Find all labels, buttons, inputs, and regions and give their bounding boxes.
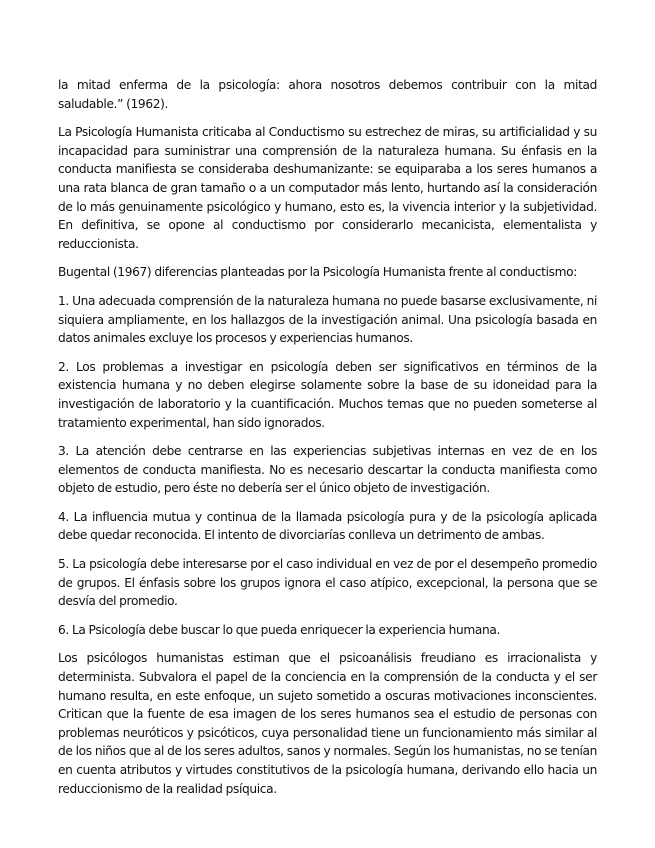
paragraph-quote-end: la mitad enferma de la psicología: ahora nosotros debemos contribuir con la mitad saludable.” (1962). — [58, 78, 597, 111]
list-item-4: 4. La influencia mutua y continua de la llamada psicología pura y de la psicología aplicada debe quedar reconocida. El intento de divorciarías conlleva un detrimento de ambas. — [58, 509, 597, 543]
paragraph-bugental-intro: Bugental (1967) diferencias planteadas por la Psicología Humanista frente al conductismo: — [58, 265, 578, 280]
list-item-3: 3. La atención debe centrarse en las experiencias subjetivas internas en vez de en los elementos de conducta manifiesta. No es necesario descartar la conducta manifiesta como objeto de estudio, pero éste no debería ser el único objeto de investigación. — [58, 444, 597, 496]
list-item-2: 2. Los problemas a investigar en psicología deben ser significativos en términos de la existencia humana y no deben elegirse solamente sobre la base de su idoneidad para la investigación de laboratorio y la cuantificación. Muchos temas que no pueden someterse al tratamiento experimental, han sido ignorados. — [58, 359, 597, 430]
list-item-5: 5. La psicología debe interesarse por el caso individual en vez de por el desempeño promedio de grupos. El énfasis sobre los grupos ignora el caso atípico, excepcional, la persona que se desvía del promedio. — [58, 557, 597, 609]
list-item-1: 1. Una adecuada comprensión de la naturaleza humana no puede basarse exclusivamente, ni siquiera ampliamente, en los hallazgos de la investigación animal. Una psicología basada en datos animales excluye los procesos y experiencias humanos. — [58, 293, 597, 346]
paragraph-psychoanalysis-critique: Los psicólogos humanistas estiman que el psicoanálisis freudiano es irracionalista y determinista. Subvalora el papel de la conciencia en la comprensión de la conducta y el ser humano resulta, en este enfoque, un sujeto sometido a oscuras motivaciones inconscientes. Critican que la fuente de esa imagen de los seres humanos sea el estudio de personas con problemas neuróticos y psicóticos, cuya personalidad tiene un funcionamiento más similar al de los niños que al de los seres adultos, sanos y normales. Según los humanistas, no se tenían en cuenta atributos y virtudes constitutivos de la psicología humana, derivando ello hacia un reduccionismo de la realidad psíquica. — [58, 651, 597, 796]
list-item-6: 6. La Psicología debe buscar lo que pueda enriquecer la experiencia humana. — [58, 622, 501, 637]
document-page — [58, 76, 597, 808]
paragraph-critique-behaviorism: La Psicología Humanista criticaba al Conductismo su estrechez de miras, su artificialidad y su incapacidad para suministrar una comprensión de la naturaleza humana. Su énfasis en la conducta manifiesta se consideraba deshumanizante: se equiparaba a los seres humanos a una rata blanca de gran tamaño o a un computador más lento, hurtando así la consideración de lo más genuinamente psicológico y humano, esto es, la vivencia interior y la subjetividad. En definitiva, se opone al conductismo por considerarlo mecanicista, elementalista y reduccionista. — [58, 125, 597, 251]
